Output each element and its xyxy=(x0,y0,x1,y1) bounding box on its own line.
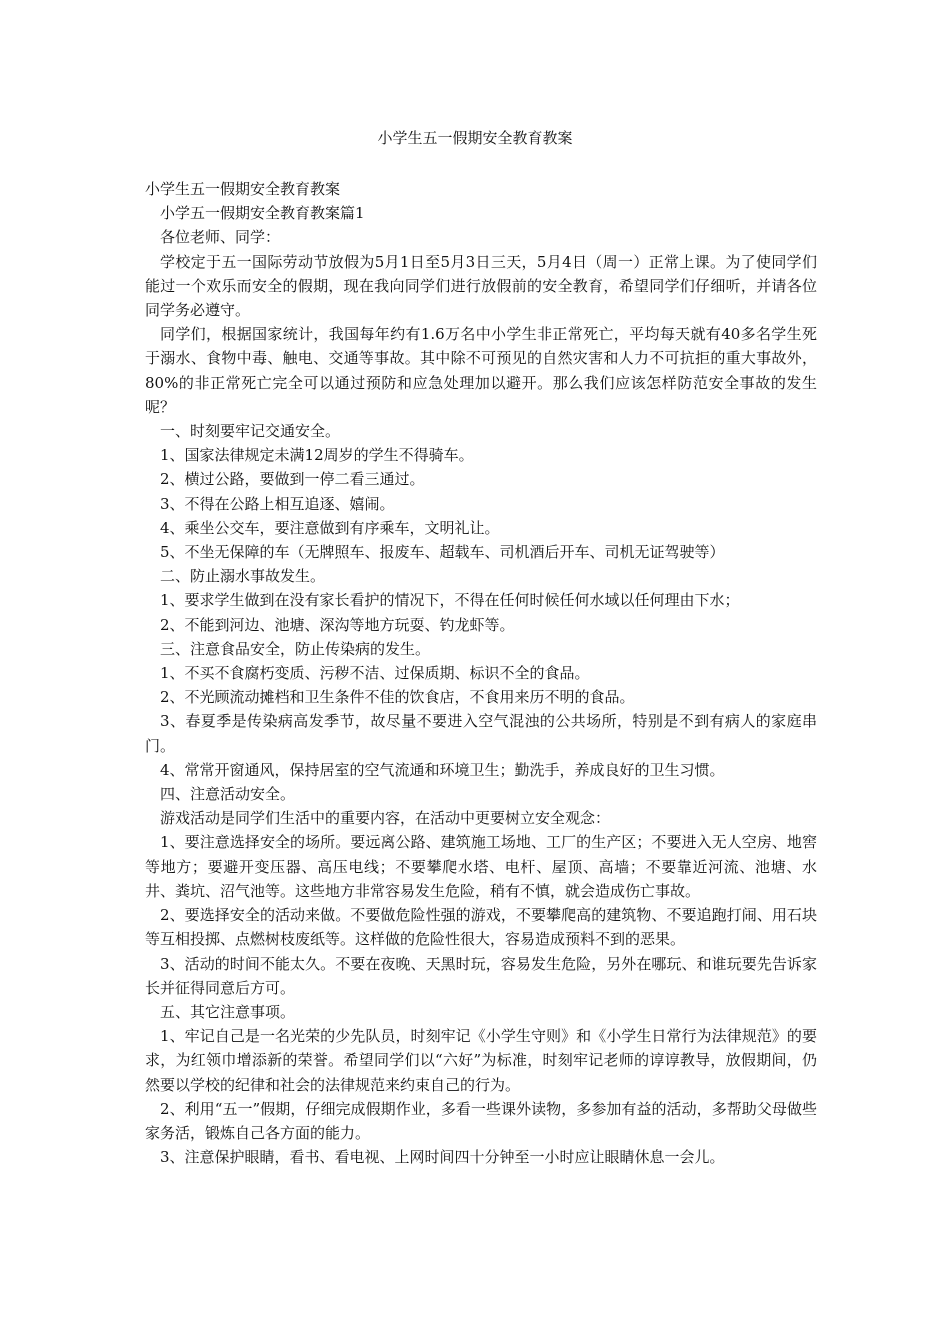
section-heading: 二、防止溺水事故发生。 xyxy=(160,567,326,586)
list-item: 3、不得在公路上相互追逐、嬉闹。 xyxy=(160,494,395,513)
section-heading: 四、注意活动安全。 xyxy=(160,785,296,804)
list-item: 1、牢记自己是一名光荣的少先队员，时刻牢记《小学生守则》和《小学生日常行为法律规范》的要求，为红领巾增添新的荣誉。希望同学们以“六好”为标准，时刻牢记老师的谆谆教导，放假期间，仍然要以学校的纪律和社会的法律规范来约束自己的行为。 xyxy=(145,1027,817,1094)
paragraph-subheading: 小学五一假期安全教育教案篇1 xyxy=(160,204,365,223)
list-item: 4、乘坐公交车，要注意做到有序乘车，文明礼让。 xyxy=(160,518,500,537)
list-item: 2、不光顾流动摊档和卫生条件不佳的饮食店，不食用来历不明的食品。 xyxy=(160,688,635,707)
section-heading: 五、其它注意事项。 xyxy=(160,1002,296,1021)
paragraph: 游戏活动是同学们生活中的重要内容，在活动中更要树立安全观念： xyxy=(160,809,611,828)
list-item: 2、不能到河边、池塘、深沟等地方玩耍、钓龙虾等。 xyxy=(160,615,515,634)
list-item: 1、要注意选择安全的场所。要远离公路、建筑施工场地、工厂的生产区；不要进入无人空房、地窖等地方；要避开变压器、高压电线；不要攀爬水塔、电杆、屋顶、高墙；不要靠近河流、池塘、水井、粪坑、沼气池等。这些地方非常容易发生危险，稍有不慎，就会造成伤亡事故。 xyxy=(145,833,817,900)
list-item: 1、国家法律规定未满12周岁的学生不得骑车。 xyxy=(160,446,474,465)
list-item: 3、春夏季是传染病高发季节，故尽量不要进入空气混浊的公共场所，特别是不到有病人的家庭串门。 xyxy=(145,712,817,755)
list-item: 1、要求学生做到在没有家长看护的情况下，不得在任何时候任何水域以任何理由下水； xyxy=(160,591,740,610)
list-item: 5、不坐无保障的车（无牌照车、报废车、超载车、司机酒后开车、司机无证驾驶等） xyxy=(160,543,725,562)
paragraph: 同学们，根据国家统计，我国每年约有1.6万名中小学生非正常死亡，平均每天就有40多名学生死于溺水、食物中毒、触电、交通等事故。其中除不可预见的自然灾害和人力不可抗拒的重大事故外，80%的非正常死亡完全可以通过预防和应急处理加以避开。那么我们应该怎样防范安全事故的发生呢？ xyxy=(145,325,817,416)
section-heading: 一、时刻要牢记交通安全。 xyxy=(160,422,341,441)
paragraph: 学校定于五一国际劳动节放假为5月1日至5月3日三天，5月4日（周一）正常上课。为了使同学们能过一个欢乐而安全的假期，现在我向同学们进行放假前的安全教育，希望同学们仔细听，并请各位同学务必遵守。 xyxy=(145,252,817,320)
list-item: 2、利用“五一”假期，仔细完成假期作业，多看一些课外读物，多参加有益的活动，多帮助父母做些家务活，锻炼自己各方面的能力。 xyxy=(145,1099,817,1142)
list-item: 2、要选择安全的活动来做。不要做危险性强的游戏，不要攀爬高的建筑物、不要追跑打闹、用石块等互相投掷、点燃树枝废纸等。这样做的危险性很大，容易造成预料不到的恶果。 xyxy=(145,906,817,949)
paragraph-heading: 小学生五一假期安全教育教案 xyxy=(145,180,341,198)
list-item: 3、注意保护眼睛，看书、看电视、上网时间四十分钟至一小时应让眼睛休息一会儿。 xyxy=(160,1148,725,1167)
paragraph-greeting: 各位老师、同学： xyxy=(160,228,281,247)
list-item: 3、活动的时间不能太久。不要在夜晚、天黑时玩，容易发生危险，另外在哪玩、和谁玩要先告诉家长并征得同意后方可。 xyxy=(145,954,817,997)
section-heading: 三、注意食品安全，防止传染病的发生。 xyxy=(160,639,431,658)
list-item: 4、常常开窗通风，保持居室的空气流通和环境卫生；勤洗手，养成良好的卫生习惯。 xyxy=(160,760,725,779)
list-item: 1、不买不食腐朽变质、污秽不洁、过保质期、标识不全的食品。 xyxy=(160,664,590,683)
list-item: 2、横过公路，要做到一停二看三通过。 xyxy=(160,470,425,489)
document-title: 小学生五一假期安全教育教案 xyxy=(377,129,573,147)
document-body xyxy=(145,177,817,1169)
